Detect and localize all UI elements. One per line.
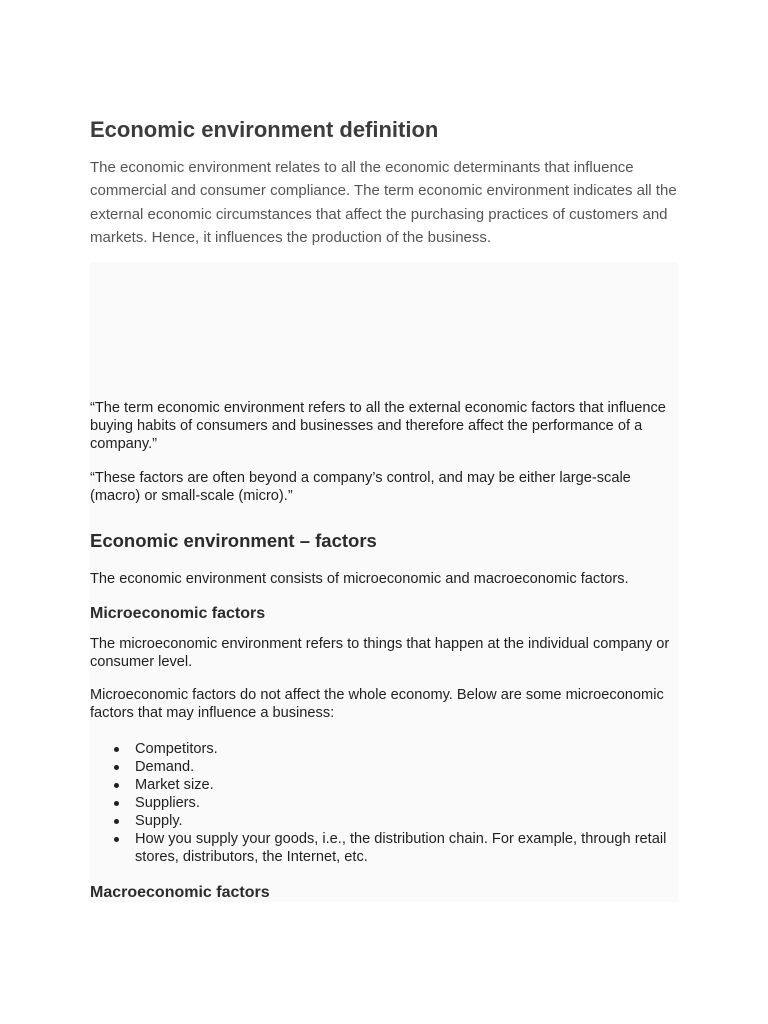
microeconomic-factors-list (90, 740, 676, 866)
list-item (90, 758, 676, 776)
bullet-icon (114, 837, 119, 842)
page-title: Economic environment definition (90, 117, 439, 142)
factors-heading: Economic environment – factors (90, 530, 377, 551)
microeconomic-paragraph-2: Microeconomic factors do not affect the whole economy. Below are some microeconomic factors that may influence a business: (90, 687, 664, 721)
quote-paragraph-1: “The term economic environment refers to all the external economic factors that influence buying habits of consumers and businesses and therefore affect the performance of a company.” (90, 400, 666, 452)
list-item (90, 740, 676, 758)
macroeconomic-heading: Macroeconomic factors (90, 884, 270, 901)
list-item (90, 830, 676, 866)
bullet-icon (114, 783, 119, 788)
microeconomic-paragraph-1: The microeconomic environment refers to things that happen at the individual company or consumer level. (90, 636, 670, 670)
intro-paragraph: The economic environment relates to all the economic determinants that influence commercial and consumer compliance. The term economic environment indicates all the external economic circumstances that affect the purchasing practices of customers and markets. Hence, it influences the production of the business. (90, 159, 677, 246)
list-item-text: Supply. (135, 813, 183, 829)
list-item-text: Market size. (135, 777, 214, 793)
list-item-text: Demand. (135, 759, 195, 775)
bullet-icon (114, 801, 119, 806)
list-item (90, 794, 676, 812)
bullet-icon (114, 819, 119, 824)
list-item-text: How you supply your goods, i.e., the distribution chain. For example, through retail stores, distributors, the Internet, etc. (135, 831, 667, 865)
list-item-text: Competitors. (135, 741, 218, 757)
microeconomic-heading: Microeconomic factors (90, 605, 266, 622)
list-item-text: Suppliers. (135, 795, 200, 811)
bullet-icon (114, 747, 119, 752)
bullet-icon (114, 765, 119, 770)
factors-paragraph: The economic environment consists of microeconomic and macroeconomic factors. (90, 571, 629, 587)
quote-paragraph-2: “These factors are often beyond a company’s control, and may be either large-scale (macro) or small-scale (micro).” (90, 470, 631, 504)
list-item (90, 776, 676, 794)
list-item (90, 812, 676, 830)
